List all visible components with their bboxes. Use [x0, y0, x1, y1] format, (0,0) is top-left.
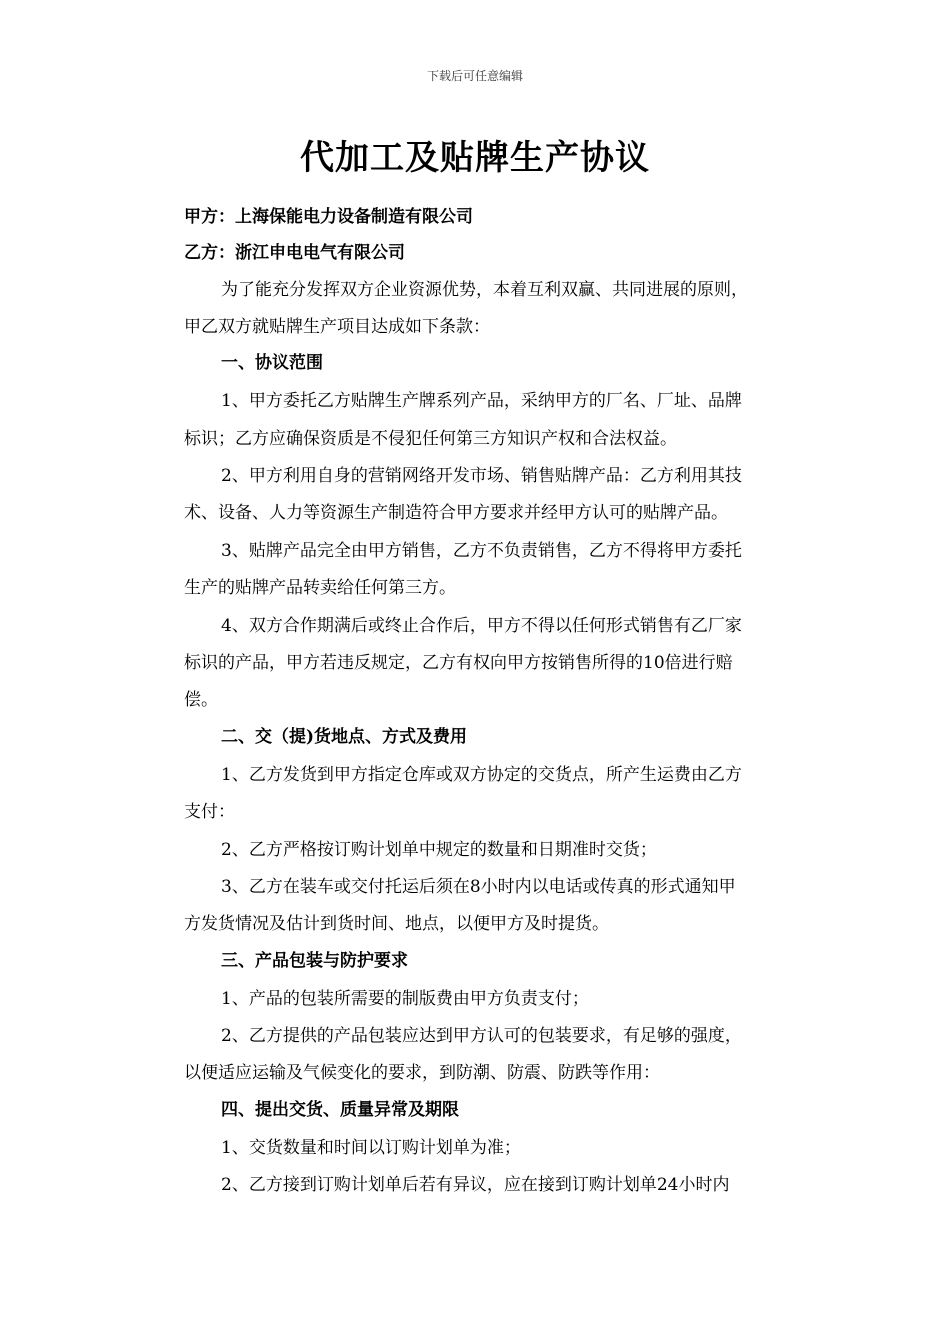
paragraph-line: 2、甲方利用自身的营销网络开发市场、销售贴牌产品：乙方利用其技	[221, 466, 742, 486]
paragraph-line: 3、贴牌产品完全由甲方销售，乙方不负责销售，乙方不得将甲方委托	[221, 541, 742, 561]
paragraph-line: 2、乙方提供的产品包装应达到甲方认可的包装要求，有足够的强度，	[221, 1026, 742, 1046]
paragraph-line: 1、甲方委托乙方贴牌生产牌系列产品，采纳甲方的厂名、厂址、品牌	[221, 391, 742, 411]
paragraph-line: 1、乙方发货到甲方指定仓库或双方协定的交货点，所产生运费由乙方	[221, 765, 742, 785]
paragraph-line: 偿。	[184, 690, 218, 710]
paragraph-line: 标识的产品，甲方若违反规定，乙方有权向甲方按销售所得的10倍进行赔	[184, 653, 733, 673]
paragraph-line: 2、乙方接到订购计划单后若有异议，应在接到订购计划单24小时内	[221, 1175, 730, 1195]
party-a-line: 甲方：上海保能电力设备制造有限公司	[184, 207, 473, 227]
paragraph-line: 1、产品的包装所需要的制版费由甲方负责支付；	[221, 989, 589, 1009]
paragraph-line: 1、交货数量和时间以订购计划单为准；	[221, 1138, 521, 1158]
document-title: 代加工及贴牌生产协议	[300, 138, 650, 178]
paragraph-line: 甲乙双方就贴牌生产项目达成如下条款：	[184, 317, 490, 337]
section-heading: 二、交（提)货地点、方式及费用	[221, 727, 468, 747]
paragraph-line: 术、设备、人力等资源生产制造符合甲方要求并经甲方认可的贴牌产品。	[184, 503, 728, 523]
paragraph-line: 4、双方合作期满后或终止合作后，甲方不得以任何形式销售有乙厂家	[221, 616, 742, 636]
paragraph-line: 为了能充分发挥双方企业资源优势，本着互利双赢、共同进展的原则，	[221, 280, 748, 300]
paragraph-line: 方发货情况及估计到货时间、地点，以便甲方及时提货。	[184, 914, 609, 934]
paragraph-line: 3、乙方在装车或交付托运后须在8小时内以电话或传真的形式通知甲	[221, 877, 736, 897]
paragraph-line: 支付：	[184, 802, 235, 822]
section-heading: 三、产品包装与防护要求	[221, 951, 408, 971]
paragraph-line: 标识；乙方应确保资质是不侵犯任何第三方知识产权和合法权益。	[184, 429, 677, 449]
paragraph-line: 2、乙方严格按订购计划单中规定的数量和日期准时交货；	[221, 840, 657, 860]
section-heading: 四、提出交货、质量异常及期限	[221, 1100, 459, 1120]
party-b-line: 乙方：浙江申电电气有限公司	[184, 243, 405, 263]
paragraph-line: 以便适应运输及气候变化的要求，到防潮、防震、防跌等作用：	[184, 1063, 660, 1083]
paragraph-line: 生产的贴牌产品转卖给任何第三方。	[184, 578, 456, 598]
section-heading: 一、协议范围	[221, 353, 323, 373]
header-note: 下载后可任意编辑	[426, 69, 523, 83]
